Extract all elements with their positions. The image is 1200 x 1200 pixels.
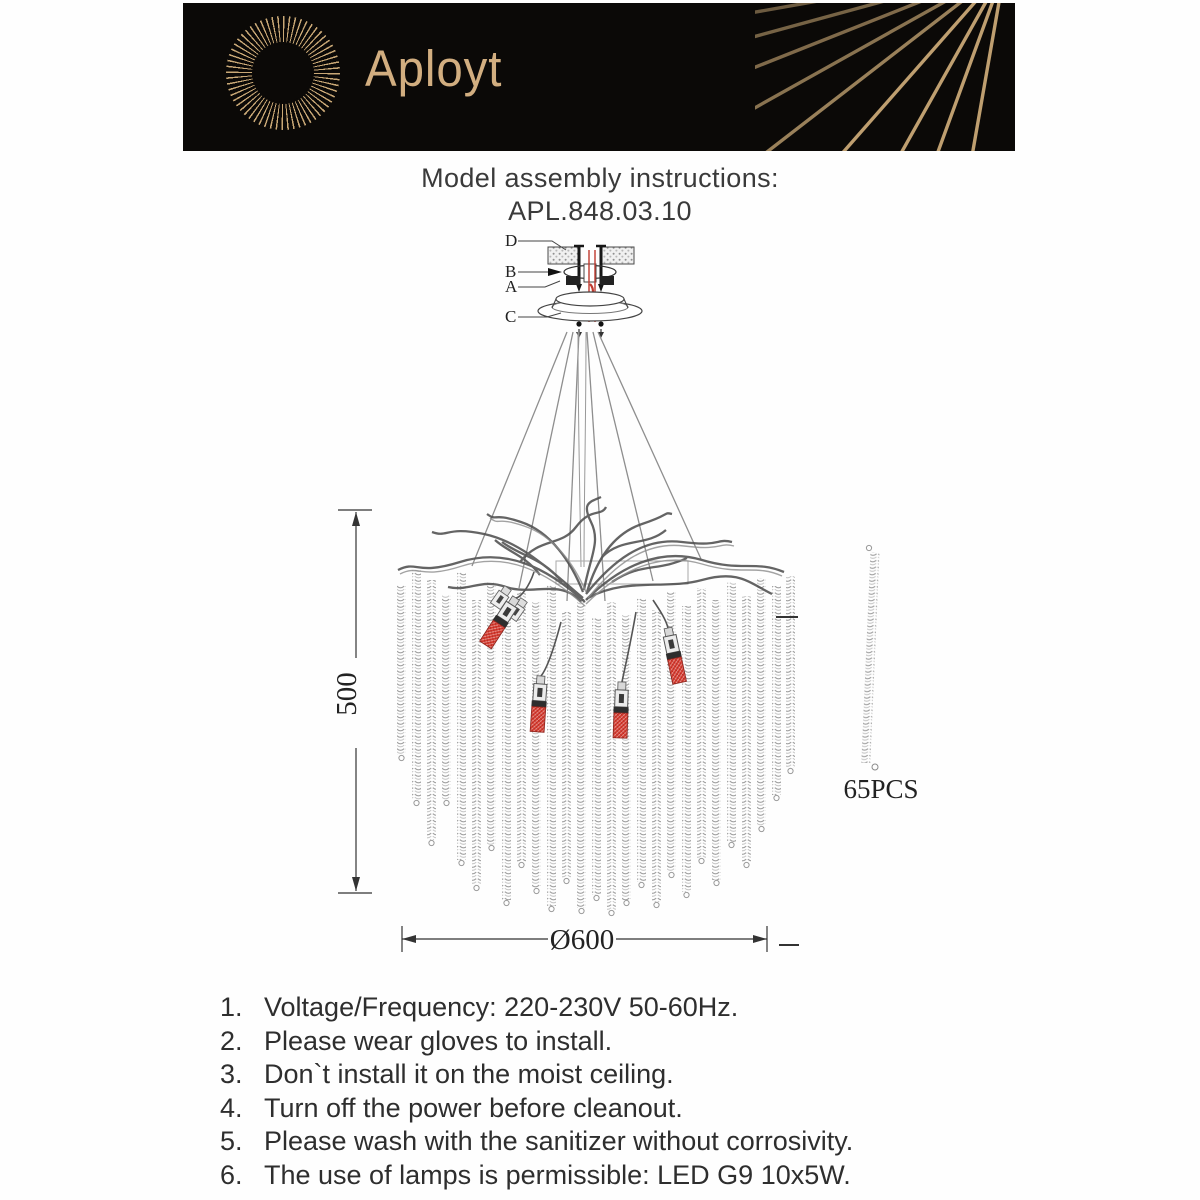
instruction-number: 2. bbox=[220, 1025, 243, 1056]
page-title: Model assembly instructions: bbox=[421, 163, 779, 193]
instruction-item bbox=[220, 991, 1060, 1025]
instruction-item bbox=[220, 1159, 1060, 1193]
instruction-item bbox=[220, 1058, 1060, 1092]
instruction-text: Turn off the power before cleanout. bbox=[264, 1092, 683, 1123]
instruction-number: 5. bbox=[220, 1126, 243, 1156]
dim-diameter-value: Ø600 bbox=[549, 924, 615, 956]
label-b: B bbox=[505, 262, 517, 281]
instruction-text: Voltage/Frequency: 220-230V 50-60Hz. bbox=[264, 992, 739, 1022]
instruction-item bbox=[220, 1025, 1060, 1059]
instruction-text: Please wash with the sanitizer without corrosivity. bbox=[264, 1126, 854, 1156]
instruction-number: 6. bbox=[220, 1159, 243, 1190]
instruction-text: Don`t install it on the moist ceiling. bbox=[264, 1059, 674, 1089]
label-a: A bbox=[505, 277, 518, 296]
branch-arms bbox=[398, 497, 784, 602]
instruction-text: The use of lamps is permissible: LED G9 10x5W. bbox=[264, 1159, 851, 1190]
spare-strand bbox=[843, 545, 918, 804]
lamp-holder bbox=[613, 682, 630, 738]
instruction-number: 4. bbox=[220, 1092, 243, 1123]
label-d: D bbox=[505, 231, 518, 250]
instruction-text: Please wear gloves to install. bbox=[264, 1025, 613, 1056]
instruction-item bbox=[220, 1092, 1060, 1126]
label-c: C bbox=[505, 307, 517, 326]
instructions-list bbox=[220, 991, 1060, 1192]
dim-height-value: 500 bbox=[331, 672, 363, 716]
instruction-item bbox=[220, 1125, 1060, 1159]
instruction-number: 3. bbox=[220, 1059, 243, 1089]
model-code: APL.848.03.10 bbox=[508, 196, 692, 226]
dimension-height bbox=[331, 510, 372, 893]
dimension-diameter bbox=[402, 924, 799, 956]
chandelier-drawing bbox=[397, 497, 798, 916]
crystal-strands bbox=[397, 570, 795, 910]
instruction-number: 1. bbox=[220, 992, 243, 1022]
ceiling-mount-detail bbox=[505, 231, 642, 338]
brand-name: Aployt bbox=[365, 40, 503, 97]
strand-count-label: 65PCS bbox=[843, 774, 919, 804]
